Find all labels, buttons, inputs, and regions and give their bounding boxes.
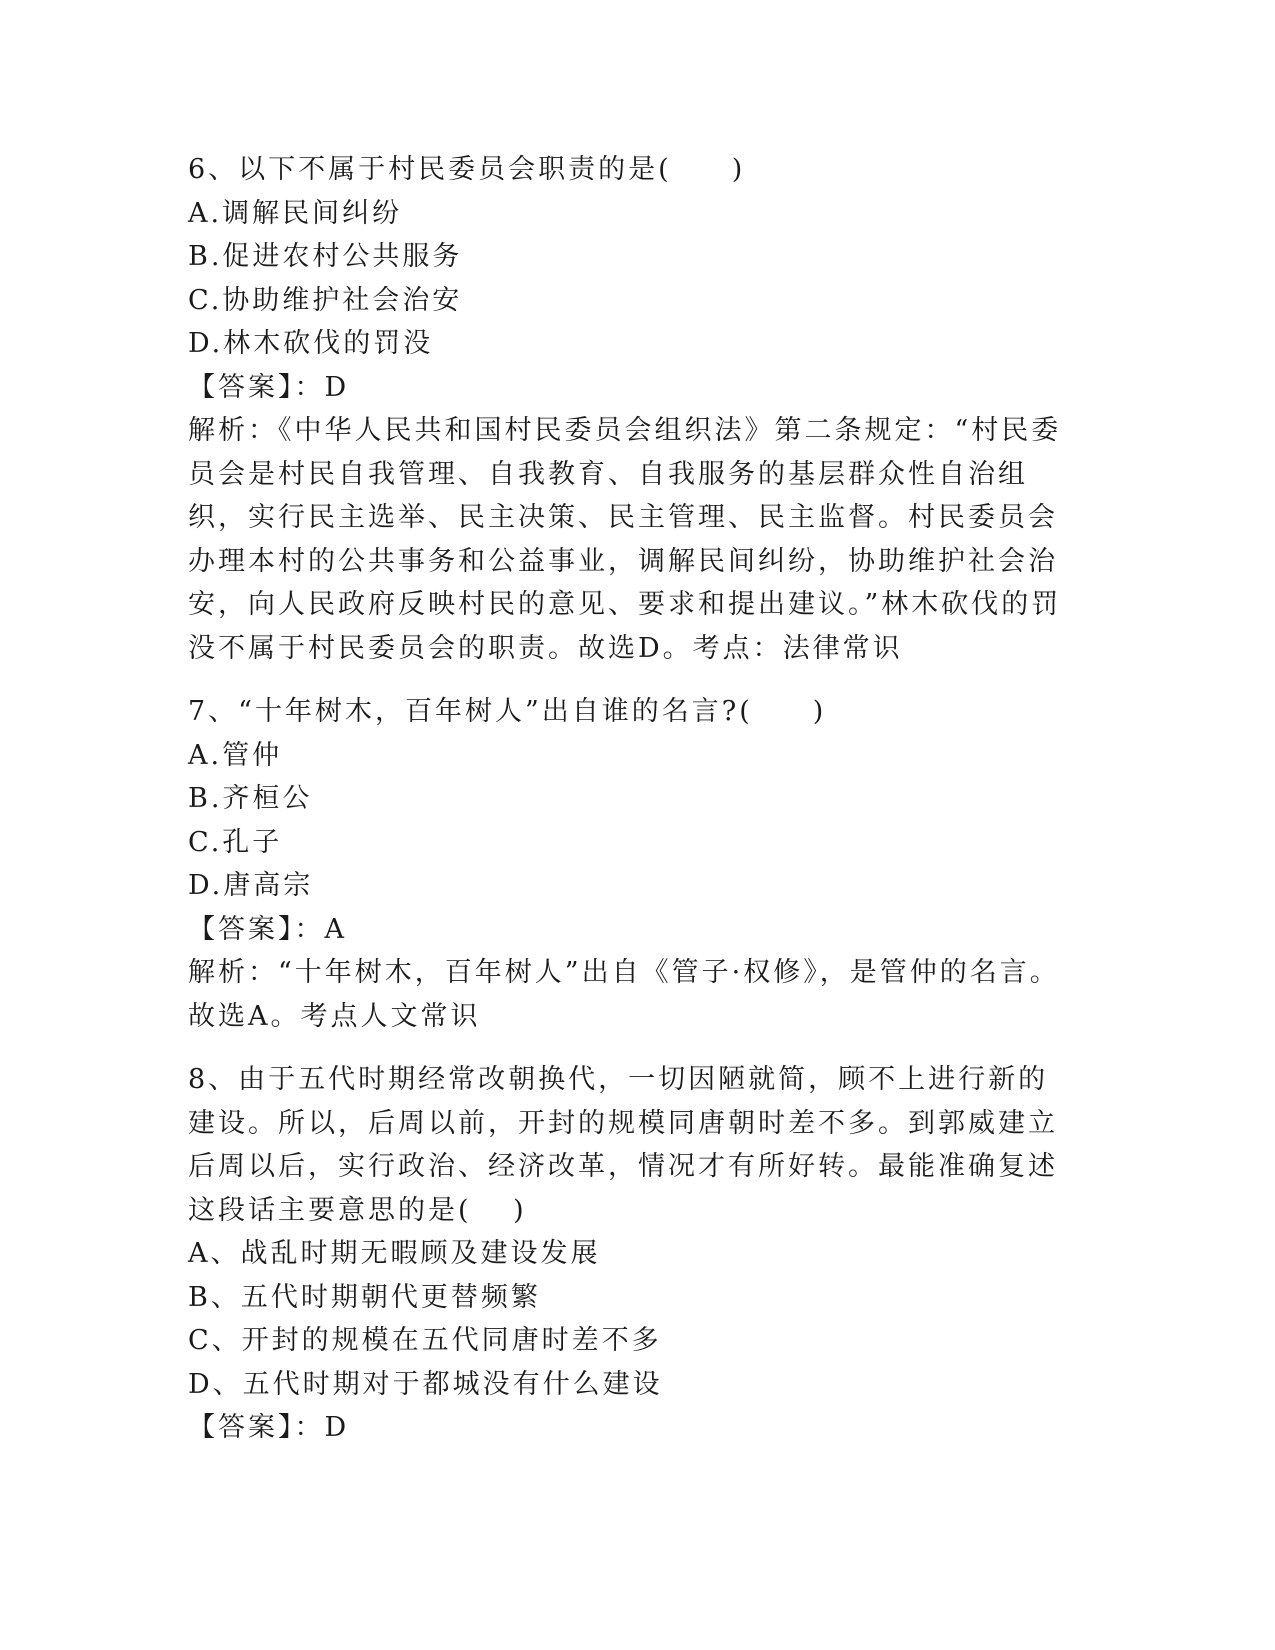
option-c: C.孔子	[188, 826, 283, 858]
option-d: D.唐高宗	[188, 870, 314, 901]
question-list	[188, 148, 1088, 1470]
analysis-text: 解析：“十年树木，百年树人”出自《管子·权修》，是管仲的名言。故选A。考点人文常识	[188, 957, 1060, 1032]
analysis-text: 解析：《中华人民共和国村民委员会组织法》第二条规定：“村民委员会是村民自我管理、自我教育、自我服务的基层群众性自治组织，实行民主选举、民主决策、民主管理、民主监督。村民委员会办理本村的公共事务和公益事业，调解民间纠纷，协助维护社会治安，向人民政府反映村民的意见、要求和提出建议。”林木砍伐的罚没不属于村民委员会的职责。故选D。考点：法律常识	[188, 415, 1062, 664]
option-c: C.协助维护社会治安	[188, 284, 463, 316]
answer-line: 【答案】：D	[188, 371, 350, 403]
option-d: D、五代时期对于都城没有什么建设	[188, 1368, 663, 1400]
answer-line: 【答案】：A	[188, 913, 347, 945]
option-c: C、开封的规模在五代同唐时差不多	[188, 1325, 662, 1356]
option-a: A、战乱时期无暇顾及建设发展	[188, 1238, 601, 1269]
option-a: A.调解民间纠纷	[188, 197, 403, 229]
question-8	[188, 1058, 1088, 1450]
option-a: A.管仲	[188, 739, 283, 771]
question-6	[188, 148, 1088, 670]
question-stem: 7、“十年树木，百年树人”出自谁的名言?( )	[188, 696, 827, 727]
option-b: B、五代时期朝代更替频繁	[188, 1281, 541, 1313]
question-stem: 6、以下不属于村民委员会职责的是( )	[188, 154, 746, 185]
question-stem: 8、由于五代时期经常改朝换代，一切因陋就简，顾不上进行新的建设。所以，后周以前，开封的规模同唐朝时差不多。到郭威建立后周以后，实行政治、经济改革，情况才有所好转。最能准确复述这段话主要意思的是( )	[188, 1064, 1058, 1226]
question-7	[188, 690, 1088, 1038]
option-b: B.促进农村公共服务	[188, 241, 463, 272]
option-d: D.林木砍伐的罚没	[188, 328, 434, 359]
answer-line: 【答案】：D	[188, 1412, 350, 1443]
option-b: B.齐桓公	[188, 783, 313, 814]
